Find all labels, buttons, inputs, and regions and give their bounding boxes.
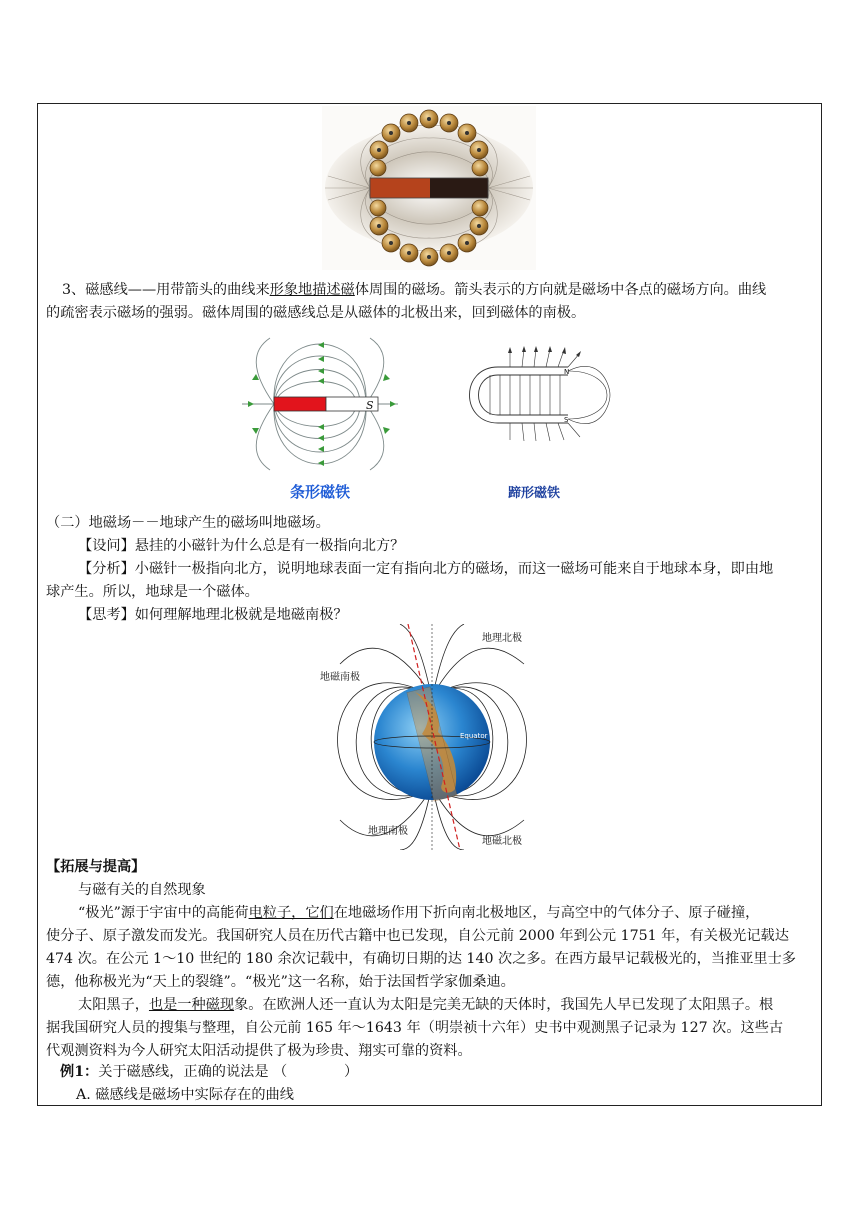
equator-label: Equator: [460, 732, 488, 740]
bar-magnet-diagram: [240, 330, 400, 500]
geo-south-label: 地理南极: [368, 826, 408, 837]
aurora-line3: 474 次。在公元 1～10 世纪的 180 余次记载中，有确切日期的达 140 次之多。在西方最早记载极光的，当推亚里士多: [46, 951, 796, 967]
iron-filings-photo: [322, 106, 536, 270]
aurora-line1: “极光”源于宇宙中的高能荷电粒子，它们在地磁场作用下折向南北极地区，与高空中的气体分子、原子碰撞，: [78, 905, 760, 921]
geo-north-label: 地理北极: [482, 633, 522, 644]
field-lines-paragraph-line1: 3、磁感线——用带箭头的曲线来形象地描述磁体周围的磁场。箭头表示的方向就是磁场中各点的磁场方向。曲线: [62, 282, 767, 298]
field-lines-paragraph-line2: 的疏密表示磁场的强弱。磁体周围的磁感线总是从磁体的北极出来，回到磁体的南极。: [46, 305, 586, 321]
horseshoe-n-label: N: [564, 368, 570, 376]
question-line: 【设问】悬挂的小磁针为什么总是有一极指向北方？: [78, 538, 405, 554]
horseshoe-s-label: S: [564, 416, 569, 424]
example-question: 例1：关于磁感线，正确的说法是 （ ）: [60, 1064, 359, 1080]
extension-heading: 【拓展与提高】: [46, 859, 146, 875]
analysis-line2: 球产生。所以，地球是一个磁体。: [46, 584, 259, 600]
mag-south-label: 地磁南极: [320, 672, 360, 683]
extension-subheading: 与磁有关的自然现象: [78, 882, 206, 898]
analysis-line1: 【分析】小磁针一极指向北方，说明地球表面一定有指向北方的磁场，而这一磁场可能来自于地球本身，即由地: [78, 561, 774, 577]
example-option-a: A. 磁感线是磁场中实际存在的曲线: [76, 1087, 294, 1103]
think-line: 【思考】如何理解地理北极就是地磁南极？: [78, 607, 348, 623]
geomagnetic-heading: （二）地磁场－－地球产生的磁场叫地磁场。: [46, 515, 330, 531]
earth-magnetic-field-diagram: [320, 624, 544, 850]
sunspot-line3: 代观测资料为今人研究太阳活动提供了极为珍贵、翔实可靠的资料。: [46, 1043, 472, 1059]
aurora-line2: 使分子、原子激发而发光。我国研究人员在历代古籍中也已发现，自公元前 2000 年到公元 1751 年，有关极光记载达: [46, 928, 789, 944]
sunspot-line2: 据我国研究人员的搜集与整理，自公元前 165 年～1643 年（明崇祯十六年）史书中观测黑子记录为 127 次。这些古: [46, 1020, 784, 1036]
aurora-line4: 德，他称极光为“天上的裂缝”。“极光”这一名称，始于法国哲学家伽桑迪。: [46, 974, 515, 990]
sunspot-line1: 太阳黑子，也是一种磁现象。在欧洲人还一直认为太阳是完美无缺的天体时，我国先人早已发现了太阳黑子。根: [78, 997, 774, 1013]
mag-north-label: 地磁北极: [482, 836, 522, 847]
bar-magnet-caption: 条形磁铁: [290, 483, 351, 501]
bar-s-label: S: [366, 399, 374, 412]
horseshoe-magnet-caption: 蹄形磁铁: [508, 486, 561, 501]
horseshoe-magnet-diagram: [450, 345, 630, 445]
